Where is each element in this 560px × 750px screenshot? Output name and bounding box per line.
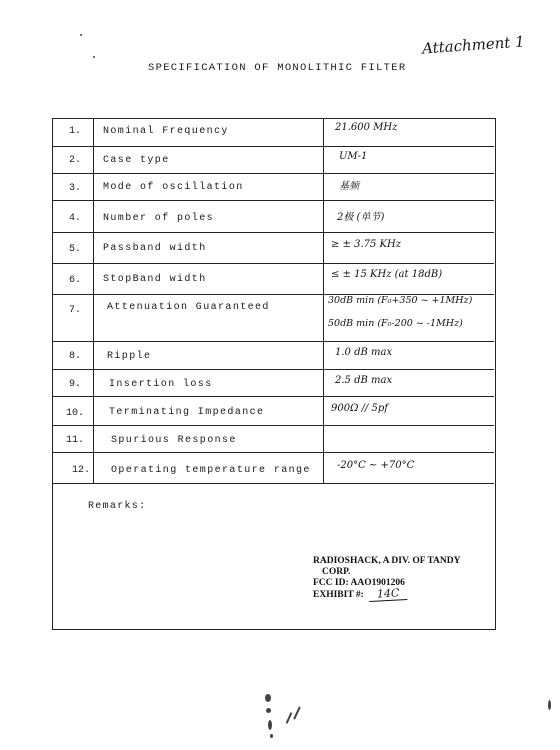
row-label: Number of poles (103, 213, 215, 224)
row-number: 8. (68, 351, 81, 362)
row-number: 1. (68, 126, 81, 137)
row-label: Attenuation Guaranteed (107, 302, 270, 313)
row-value: 21.600 MHz (335, 122, 398, 133)
row-number: 5. (68, 244, 81, 255)
scan-speck (266, 708, 271, 713)
spec-table (52, 118, 496, 630)
attachment-note: Attachment 1 (421, 32, 526, 58)
scan-speck (293, 706, 301, 720)
page-title: SPECIFICATION OF MONOLITHIC FILTER (148, 62, 407, 74)
scan-speck (286, 712, 293, 724)
row-divider (53, 452, 494, 453)
scan-speck (268, 720, 272, 730)
row-number: 2. (68, 155, 81, 166)
row-value: UM-1 (339, 151, 368, 162)
row-divider (53, 341, 494, 342)
row-label: Spurious Response (111, 435, 237, 446)
remarks-label: Remarks: (88, 501, 147, 512)
row-label: Passband width (103, 243, 207, 254)
row-divider (53, 200, 494, 201)
row-number: 4. (68, 213, 81, 224)
exhibit-label: EXHIBIT #: (313, 590, 364, 600)
row-divider (53, 173, 494, 174)
row-number: 6. (68, 275, 81, 286)
row-value: 2.5 dB max (335, 375, 393, 386)
scan-speck (270, 734, 273, 738)
row-value: ≥ ± 3.75 KHz (331, 239, 402, 250)
row-label: Terminating Impedance (109, 407, 265, 418)
row-label: Insertion loss (109, 379, 213, 390)
row-divider (53, 425, 494, 426)
row-value: 1.0 dB max (335, 347, 393, 358)
row-value: 2极 (单节) (337, 212, 385, 223)
row-value: -20°C ~ +70°C (337, 460, 415, 471)
scan-speck (548, 700, 551, 710)
stamp-line: RADIOSHACK, A DIV. OF TANDY (313, 556, 461, 566)
row-value: 30dB min (F₀+350 ~ +1MHz) (328, 295, 473, 306)
row-divider (53, 232, 494, 233)
row-value-line2: 50dB min (F₀-200 ~ -1MHz) (328, 318, 463, 329)
row-divider (53, 483, 494, 484)
row-number: 12. (71, 465, 90, 476)
row-label: Operating temperature range (111, 465, 311, 476)
row-value: ≤ ± 15 KHz (at 18dB) (331, 269, 443, 280)
row-divider (53, 369, 494, 370)
scan-speck (265, 694, 271, 702)
row-label: Ripple (107, 351, 152, 362)
exhibit-number: 14C (369, 586, 408, 602)
scan-speck (93, 56, 95, 58)
row-divider (53, 146, 494, 147)
row-value: 基频 (339, 181, 359, 192)
row-number: 7. (68, 305, 81, 316)
fcc-id: FCC ID: AAO1901206 (313, 578, 405, 588)
row-label: Nominal Frequency (103, 126, 229, 137)
stamp-line: CORP. (322, 567, 351, 577)
row-label: Mode of oscillation (103, 182, 244, 193)
row-number: 3. (68, 183, 81, 194)
row-label: StopBand width (103, 274, 207, 285)
row-divider (53, 396, 494, 397)
row-number: 11. (65, 435, 84, 446)
row-number: 9. (68, 379, 81, 390)
row-value: 900Ω // 5pf (331, 403, 388, 414)
row-number: 10. (65, 408, 84, 419)
row-label: Case type (103, 155, 170, 166)
row-divider (53, 263, 494, 264)
scan-speck (80, 34, 82, 36)
